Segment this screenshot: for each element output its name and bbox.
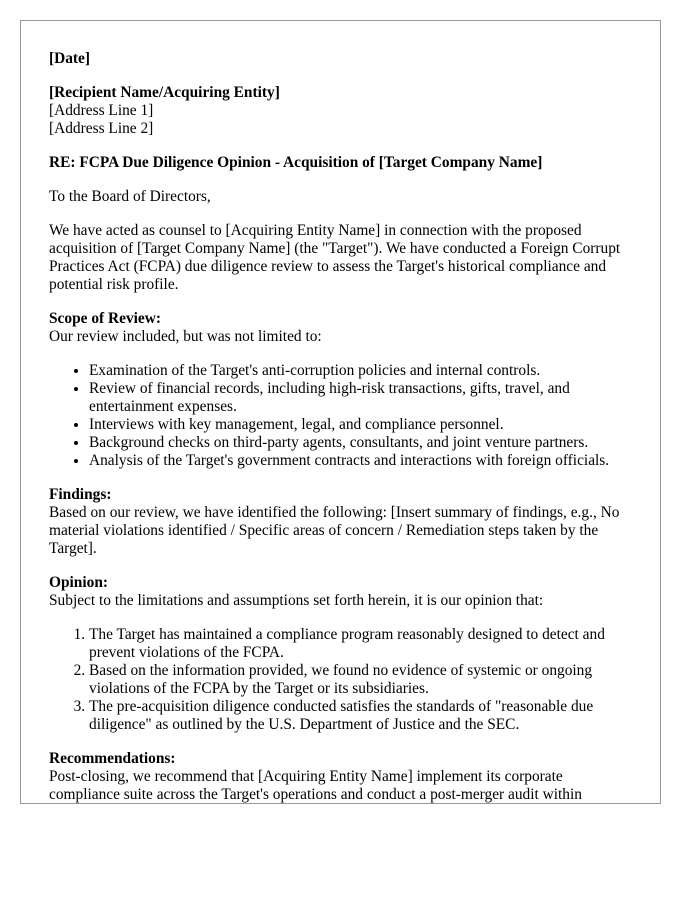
recommendations-heading: Recommendations:	[49, 750, 176, 767]
recipient-name: [Recipient Name/Acquiring Entity]	[49, 84, 280, 101]
opinion-list-item: 1. The Target has maintained a compliance program reasonably designed to detect and prevent violations of the FCPA.	[89, 626, 634, 662]
scope-list-item: • Examination of the Target's anti-corruption policies and internal controls.	[89, 362, 634, 380]
opinion-section	[49, 574, 634, 610]
opinion-heading: Opinion:	[49, 574, 109, 591]
findings-text: Based on our review, we have identified the following: [Insert summary of findings, e.g., No material violations identified / Specific areas of concern / Remediation steps taken by the Target].	[49, 504, 620, 557]
subject-line: RE: FCPA Due Diligence Opinion - Acquisition of [Target Company Name]	[49, 154, 543, 171]
recipient-block	[49, 84, 634, 138]
scope-list	[49, 362, 634, 470]
opinion-lead: Subject to the limitations and assumptions set forth herein, it is our opinion that:	[49, 592, 544, 609]
scope-lead: Our review included, but was not limited to:	[49, 328, 322, 345]
address-line-1: [Address Line 1]	[49, 102, 154, 119]
scope-list-item: • Analysis of the Target's government contracts and interactions with foreign officials.	[89, 452, 634, 470]
opinion-list-item: 2. Based on the information provided, we found no evidence of systemic or ongoing violations of the FCPA by the Target or its subsidiaries.	[89, 662, 634, 698]
findings-section	[49, 486, 634, 558]
recommendations-text: Post-closing, we recommend that [Acquiring Entity Name] implement its corporate compliance suite across the Target's operations and conduct a post-merger audit within	[49, 768, 582, 803]
letter-content	[49, 50, 634, 804]
letter-page	[20, 20, 661, 804]
intro-paragraph: We have acted as counsel to [Acquiring Entity Name] in connection with the proposed acquisition of [Target Company Name] (the "Target"). We have conducted a Foreign Corrupt Practices Act (FCPA) due diligence review to assess the Target's historical compliance and potential risk profile.	[49, 222, 621, 293]
scope-section	[49, 310, 634, 346]
opinion-list-item: 3. The pre-acquisition diligence conducted satisfies the standards of "reasonable due diligence" as outlined by the U.S. Department of Justice and the SEC.	[89, 698, 634, 734]
scope-list-item: • Review of financial records, including high-risk transactions, gifts, travel, and entertainment expenses.	[89, 380, 634, 416]
scope-list-item: • Background checks on third-party agents, consultants, and joint venture partners.	[89, 434, 634, 452]
address-line-2: [Address Line 2]	[49, 120, 154, 137]
scope-list-item: • Interviews with key management, legal, and compliance personnel.	[89, 416, 634, 434]
scope-heading: Scope of Review:	[49, 310, 161, 327]
salutation: To the Board of Directors,	[49, 188, 211, 205]
findings-heading: Findings:	[49, 486, 112, 503]
recommendations-section	[49, 750, 634, 804]
opinion-list	[49, 626, 634, 734]
letter-date: [Date]	[49, 50, 91, 67]
